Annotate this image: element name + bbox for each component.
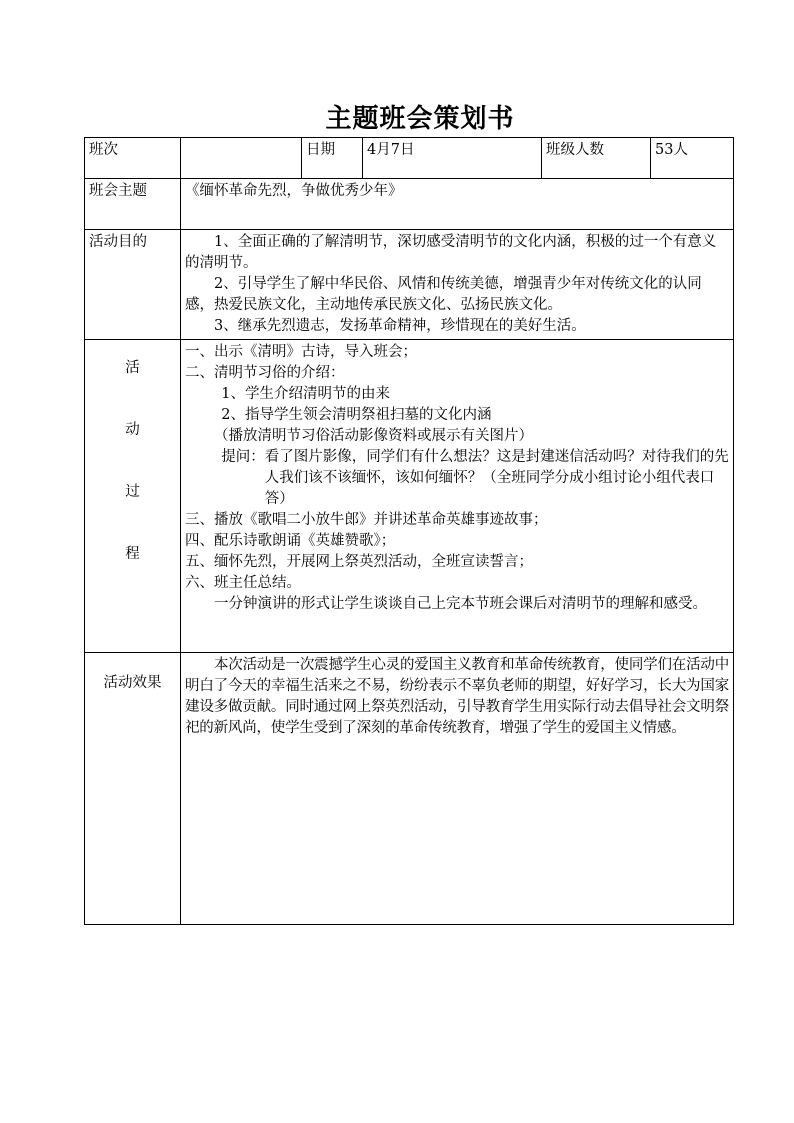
class-size-value: 53人 [651, 138, 734, 179]
process-step: 五、缅怀先烈，开展网上祭英烈活动，全班宣读誓言； [185, 554, 533, 570]
process-content [181, 340, 734, 653]
theme-value: 《缅怀革命先烈，争做优秀少年》 [181, 179, 734, 230]
process-closing: 一分钟演讲的形式让学生谈谈自己上完本节班会课后对清明节的理解和感受。 [214, 596, 707, 612]
class-value [181, 138, 302, 179]
class-label: 班次 [85, 138, 181, 179]
process-label [85, 340, 181, 653]
process-label-char: 动 [125, 422, 140, 438]
effect-row [85, 653, 734, 925]
process-substep: 1、学生介绍清明节的由来 [221, 386, 390, 402]
process-question: 提问：看了图片影像，同学们有什么想法？这是封建迷信活动吗？对待我们的先人我们该不该缅怀，该如何缅怀？（全班同学分成小组讨论小组代表口答） [221, 449, 729, 507]
purpose-item: 1、全面正确的了解清明节，深切感受清明节的文化内涵，积极的过一个有意义的清明节。 [185, 234, 717, 271]
page-title: 主题班会策划书 [325, 104, 515, 134]
process-step: 三、播放《歌唱二小放牛郎》并讲述革命英雄事迹故事； [185, 512, 548, 528]
purpose-item: 3、继承先烈遗志，发扬革命精神，珍惜现在的美好生活。 [214, 318, 586, 334]
process-row [85, 340, 734, 653]
process-label-char: 过 [125, 484, 140, 500]
process-label-char: 程 [125, 546, 140, 562]
process-note: （播放清明节习俗活动影像资料或展示有关图片） [214, 428, 533, 444]
date-label: 日期 [302, 138, 363, 179]
date-value: 4月7日 [363, 138, 542, 179]
process-step: 一、出示《清明》古诗，导入班会； [185, 344, 417, 360]
purpose-content [181, 230, 734, 340]
purpose-label: 活动目的 [85, 230, 181, 340]
process-label-char: 活 [125, 360, 140, 376]
plan-table [84, 137, 734, 925]
purpose-row [85, 230, 734, 340]
effect-content: 本次活动是一次震撼学生心灵的爱国主义教育和革命传统教育，使同学们在活动中明白了今天的幸福生活来之不易，纷纷表示不辜负老师的期望，好好学习，长大为国家建设多做贡献。同时通过网上祭英烈活动，引导教育学生用实际行动去倡导社会文明祭祀的新风尚，使学生受到了深刻的革命传统教育，增强了学生的爱国主义情感。 [181, 653, 734, 925]
class-size-label: 班级人数 [542, 138, 651, 179]
effect-label: 活动效果 [85, 653, 181, 925]
process-step: 六、班主任总结。 [185, 575, 301, 591]
info-row [85, 138, 734, 179]
purpose-item: 2、引导学生了解中华民俗、风情和传统美德，增强青少年对传统文化的认同感，热爱民族文化，主动地传承民族文化、弘扬民族文化。 [185, 276, 702, 313]
theme-label: 班会主题 [85, 179, 181, 230]
theme-row [85, 179, 734, 230]
process-step: 二、清明节习俗的介绍： [185, 365, 345, 381]
process-step: 四、配乐诗歌朗诵《英雄赞歌》； [185, 533, 396, 549]
process-substep: 2、指导学生领会清明祭祖扫墓的文化内涵 [221, 407, 492, 423]
